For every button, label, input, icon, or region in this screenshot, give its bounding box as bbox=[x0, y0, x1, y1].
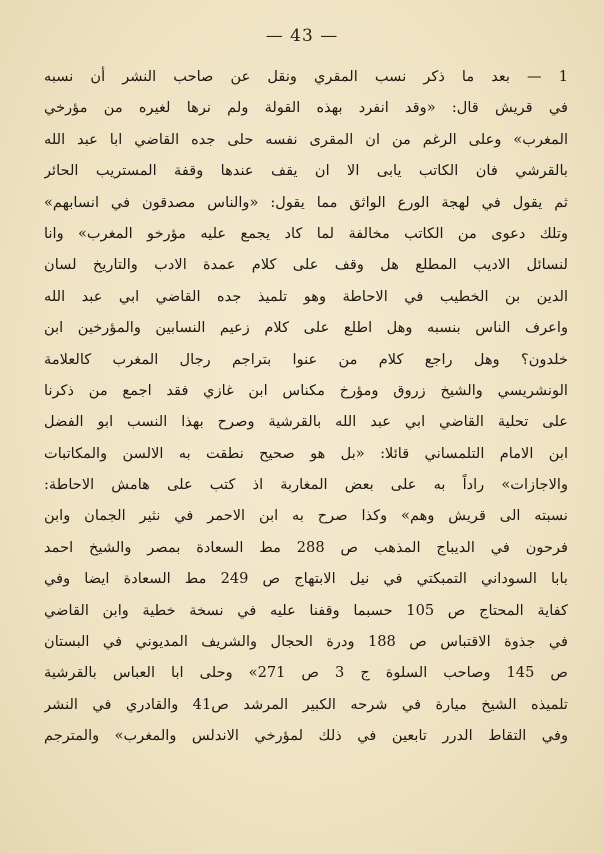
text-line: المغرب» وعلى الرغم من ان المقرى نفسه حلى جده القاضي ابا عبد الله bbox=[44, 130, 568, 148]
text-line: خلدون؟ وهل راجع كلام من عنوا بتراجم رجال المغرب كالعلامة bbox=[44, 350, 568, 368]
text-line: ابن الامام التلمساني قائلا: «بل هو صحيح نطقت به الالسن والمكاتبات bbox=[44, 444, 568, 462]
text-line: ص 145 وصاحب السلوة ج 3 ص 271» وحلى ابا العباس بالقرشية bbox=[44, 664, 568, 682]
text-line: تلميذه الشيخ ميارة في شرحه الكبير المرشد ص41 والقادري في النشر bbox=[44, 695, 568, 713]
text-line: لنسائل الاديب المطلع هل وقف على كلام عمدة الادب والتاريخ لسان bbox=[44, 256, 568, 274]
text-line: وتلك دعوى من الكاتب مخالفة لما كاد يجمع عليه مؤرخو المغرب» وانا bbox=[44, 224, 568, 242]
text-line: الونشريسي والشيخ زروق ومؤرخ مكناس ابن غازي فقد اجمع من ذكرنا bbox=[44, 381, 568, 399]
text-line: في قريش قال: «وقد انفرد بهذه القولة ولم نرها لغيره من مؤرخي bbox=[44, 99, 568, 117]
text-line: بابا السوداني التمبكتي في نيل الابتهاج ص 249 مط السعادة ايضا وفي bbox=[44, 570, 568, 588]
body-text bbox=[44, 61, 568, 752]
text-line: وفي التقاط الدرر تابعين في ذلك لمؤرخي الاندلس والمغرب» والمترجم bbox=[44, 727, 568, 745]
text-line: على تحلية القاضي ابي عبد الله بالقرشية وصرح بهذا النسب ابو الفضل bbox=[44, 413, 568, 431]
text-line: 1 — بعد ما ذكر نسب المقري ونقل عن صاحب النشر أن نسبه bbox=[44, 68, 568, 85]
text-line: بالقرشي فان الكاتب يابى الا ان يقف عندها وقفة المستريب الحائر bbox=[44, 162, 568, 180]
text-line: كفاية المحتاج ص 105 حسبما وقفنا عليه في نسخة خطية وابن القاضي bbox=[44, 601, 568, 619]
text-line: في جذوة الاقتباس ص 188 ودرة الحجال والشريف المديوني في البستان bbox=[44, 633, 568, 651]
page-number: — 43 — bbox=[265, 26, 339, 46]
text-line: ثم يقول في لهجة الورع الواثق مما يقول: «والناس مصدقون في انسابهم» bbox=[44, 193, 568, 211]
text-line: فرحون في الديباج المذهب ص 288 مط السعادة بمصر والشيخ احمد bbox=[44, 538, 568, 556]
text-line: واعرف الناس بنسبه وهل اطلع على كلام زعيم النسابين والمؤرخين ابن bbox=[44, 319, 568, 337]
text-line: نسبته الى قريش وهم» وكذا صرح به ابن الاحمر في نثير الجمان وابن bbox=[44, 507, 568, 525]
text-line: الدين بن الخطيب في الاحاطة وهو تلميذ جده القاضي ابي عبد الله bbox=[44, 287, 568, 305]
text-line: والاجازات» راداً به على بعض المغاربة اذ كتب على هامش الاحاطة: bbox=[44, 476, 568, 494]
